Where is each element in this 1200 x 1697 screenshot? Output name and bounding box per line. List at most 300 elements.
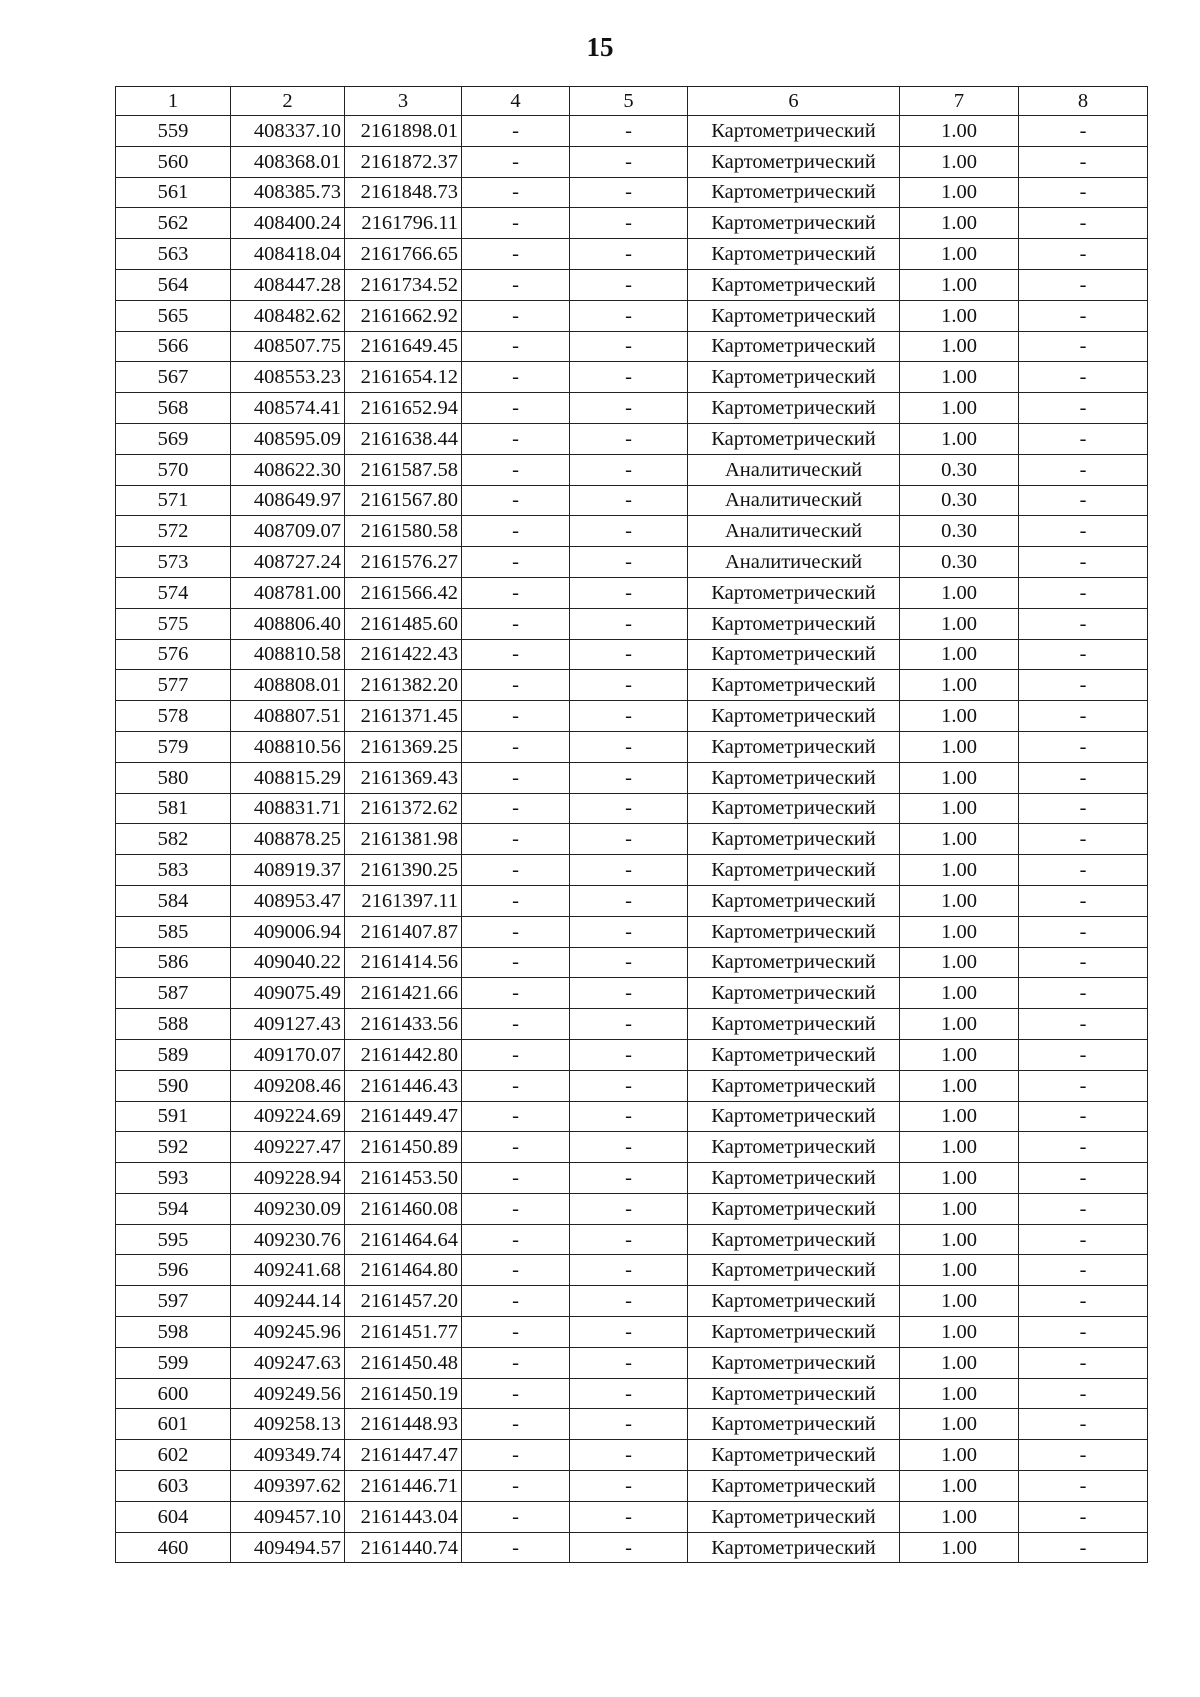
column-8-cell: - — [1019, 116, 1148, 147]
method-cell: Картометрический — [688, 1347, 900, 1378]
column-8-cell: - — [1019, 1163, 1148, 1194]
x-coordinate-cell: 408385.73 — [231, 177, 345, 208]
table-row — [116, 393, 1148, 424]
accuracy-cell: 0.30 — [900, 454, 1019, 485]
point-number-cell: 595 — [116, 1224, 231, 1255]
header-row — [116, 87, 1148, 116]
x-coordinate-cell: 409494.57 — [231, 1532, 345, 1563]
x-coordinate-cell: 408831.71 — [231, 793, 345, 824]
method-cell: Картометрический — [688, 608, 900, 639]
column-8-cell: - — [1019, 731, 1148, 762]
column-5-cell: - — [570, 701, 688, 732]
method-cell: Картометрический — [688, 916, 900, 947]
x-coordinate-cell: 408878.25 — [231, 824, 345, 855]
y-coordinate-cell: 2161457.20 — [345, 1286, 462, 1317]
column-8-cell: - — [1019, 208, 1148, 239]
column-8-cell: - — [1019, 516, 1148, 547]
method-cell: Картометрический — [688, 731, 900, 762]
column-8-cell: - — [1019, 1039, 1148, 1070]
method-cell: Картометрический — [688, 1193, 900, 1224]
accuracy-cell: 1.00 — [900, 978, 1019, 1009]
point-number-cell: 559 — [116, 116, 231, 147]
point-number-cell: 572 — [116, 516, 231, 547]
column-4-cell: - — [462, 670, 570, 701]
table-row — [116, 239, 1148, 270]
column-5-cell: - — [570, 1039, 688, 1070]
column-8-cell: - — [1019, 978, 1148, 1009]
table-body — [116, 116, 1148, 1563]
method-cell: Аналитический — [688, 516, 900, 547]
page-number: 15 — [586, 32, 614, 62]
accuracy-cell: 1.00 — [900, 608, 1019, 639]
accuracy-cell: 1.00 — [900, 1255, 1019, 1286]
column-4-cell: - — [462, 1347, 570, 1378]
column-4-cell: - — [462, 855, 570, 886]
point-number-cell: 565 — [116, 300, 231, 331]
table-row — [116, 362, 1148, 393]
y-coordinate-cell: 2161440.74 — [345, 1532, 462, 1563]
y-coordinate-cell: 2161654.12 — [345, 362, 462, 393]
column-8-cell: - — [1019, 1471, 1148, 1502]
y-coordinate-cell: 2161485.60 — [345, 608, 462, 639]
point-number-cell: 591 — [116, 1101, 231, 1132]
column-8-cell: - — [1019, 670, 1148, 701]
column-4-cell: - — [462, 1224, 570, 1255]
column-5-cell: - — [570, 1286, 688, 1317]
method-cell: Картометрический — [688, 177, 900, 208]
accuracy-cell: 1.00 — [900, 1532, 1019, 1563]
y-coordinate-cell: 2161414.56 — [345, 947, 462, 978]
column-4-cell: - — [462, 116, 570, 147]
method-cell: Картометрический — [688, 670, 900, 701]
y-coordinate-cell: 2161448.93 — [345, 1409, 462, 1440]
table-row — [116, 978, 1148, 1009]
method-cell: Картометрический — [688, 423, 900, 454]
y-coordinate-cell: 2161734.52 — [345, 269, 462, 300]
column-5-cell: - — [570, 1132, 688, 1163]
point-number-cell: 566 — [116, 331, 231, 362]
accuracy-cell: 1.00 — [900, 1009, 1019, 1040]
y-coordinate-cell: 2161766.65 — [345, 239, 462, 270]
y-coordinate-cell: 2161460.08 — [345, 1193, 462, 1224]
column-4-cell: - — [462, 608, 570, 639]
x-coordinate-cell: 409258.13 — [231, 1409, 345, 1440]
x-coordinate-cell: 409247.63 — [231, 1347, 345, 1378]
table-row — [116, 1440, 1148, 1471]
column-4-cell: - — [462, 362, 570, 393]
column-5-cell: - — [570, 885, 688, 916]
method-cell: Аналитический — [688, 485, 900, 516]
point-number-cell: 586 — [116, 947, 231, 978]
column-header-3: 3 — [345, 87, 462, 116]
method-cell: Картометрический — [688, 1009, 900, 1040]
y-coordinate-cell: 2161652.94 — [345, 393, 462, 424]
column-5-cell: - — [570, 1378, 688, 1409]
column-4-cell: - — [462, 1101, 570, 1132]
column-5-cell: - — [570, 1471, 688, 1502]
method-cell: Картометрический — [688, 885, 900, 916]
point-number-cell: 562 — [116, 208, 231, 239]
y-coordinate-cell: 2161446.71 — [345, 1471, 462, 1502]
point-number-cell: 604 — [116, 1501, 231, 1532]
column-4-cell: - — [462, 1409, 570, 1440]
method-cell: Картометрический — [688, 1532, 900, 1563]
column-5-cell: - — [570, 1255, 688, 1286]
y-coordinate-cell: 2161443.04 — [345, 1501, 462, 1532]
column-8-cell: - — [1019, 1009, 1148, 1040]
point-number-cell: 592 — [116, 1132, 231, 1163]
column-4-cell: - — [462, 1193, 570, 1224]
point-number-cell: 583 — [116, 855, 231, 886]
x-coordinate-cell: 408622.30 — [231, 454, 345, 485]
accuracy-cell: 0.30 — [900, 485, 1019, 516]
x-coordinate-cell: 409241.68 — [231, 1255, 345, 1286]
method-cell: Картометрический — [688, 300, 900, 331]
table-row — [116, 670, 1148, 701]
column-5-cell: - — [570, 947, 688, 978]
table-row — [116, 1193, 1148, 1224]
table-row — [116, 793, 1148, 824]
accuracy-cell: 1.00 — [900, 1286, 1019, 1317]
method-cell: Картометрический — [688, 577, 900, 608]
method-cell: Картометрический — [688, 1163, 900, 1194]
point-number-cell: 460 — [116, 1532, 231, 1563]
x-coordinate-cell: 408368.01 — [231, 146, 345, 177]
column-8-cell: - — [1019, 146, 1148, 177]
column-4-cell: - — [462, 516, 570, 547]
method-cell: Картометрический — [688, 978, 900, 1009]
y-coordinate-cell: 2161407.87 — [345, 916, 462, 947]
point-number-cell: 579 — [116, 731, 231, 762]
column-5-cell: - — [570, 670, 688, 701]
accuracy-cell: 1.00 — [900, 1039, 1019, 1070]
y-coordinate-cell: 2161587.58 — [345, 454, 462, 485]
column-8-cell: - — [1019, 1070, 1148, 1101]
y-coordinate-cell: 2161450.19 — [345, 1378, 462, 1409]
column-5-cell: - — [570, 1009, 688, 1040]
y-coordinate-cell: 2161464.80 — [345, 1255, 462, 1286]
point-number-cell: 573 — [116, 547, 231, 578]
table-row — [116, 916, 1148, 947]
column-4-cell: - — [462, 1132, 570, 1163]
column-4-cell: - — [462, 1070, 570, 1101]
column-8-cell: - — [1019, 547, 1148, 578]
column-5-cell: - — [570, 547, 688, 578]
accuracy-cell: 1.00 — [900, 701, 1019, 732]
table-row — [116, 1378, 1148, 1409]
y-coordinate-cell: 2161450.89 — [345, 1132, 462, 1163]
accuracy-cell: 1.00 — [900, 331, 1019, 362]
method-cell: Картометрический — [688, 146, 900, 177]
y-coordinate-cell: 2161369.25 — [345, 731, 462, 762]
x-coordinate-cell: 408709.07 — [231, 516, 345, 547]
point-number-cell: 587 — [116, 978, 231, 1009]
method-cell: Картометрический — [688, 762, 900, 793]
method-cell: Картометрический — [688, 1471, 900, 1502]
y-coordinate-cell: 2161464.64 — [345, 1224, 462, 1255]
y-coordinate-cell: 2161433.56 — [345, 1009, 462, 1040]
column-8-cell: - — [1019, 269, 1148, 300]
method-cell: Картометрический — [688, 793, 900, 824]
column-8-cell: - — [1019, 1378, 1148, 1409]
method-cell: Картометрический — [688, 208, 900, 239]
column-5-cell: - — [570, 824, 688, 855]
column-4-cell: - — [462, 1255, 570, 1286]
point-number-cell: 580 — [116, 762, 231, 793]
column-4-cell: - — [462, 239, 570, 270]
column-4-cell: - — [462, 485, 570, 516]
x-coordinate-cell: 408507.75 — [231, 331, 345, 362]
column-5-cell: - — [570, 269, 688, 300]
accuracy-cell: 1.00 — [900, 1193, 1019, 1224]
x-coordinate-cell: 409249.56 — [231, 1378, 345, 1409]
column-5-cell: - — [570, 239, 688, 270]
column-8-cell: - — [1019, 1532, 1148, 1563]
column-8-cell: - — [1019, 1347, 1148, 1378]
column-4-cell: - — [462, 393, 570, 424]
table-row — [116, 1101, 1148, 1132]
accuracy-cell: 1.00 — [900, 762, 1019, 793]
column-8-cell: - — [1019, 1193, 1148, 1224]
x-coordinate-cell: 408447.28 — [231, 269, 345, 300]
column-5-cell: - — [570, 608, 688, 639]
accuracy-cell: 1.00 — [900, 885, 1019, 916]
accuracy-cell: 1.00 — [900, 177, 1019, 208]
point-number-cell: 588 — [116, 1009, 231, 1040]
column-5-cell: - — [570, 1193, 688, 1224]
column-5-cell: - — [570, 731, 688, 762]
column-4-cell: - — [462, 177, 570, 208]
column-5-cell: - — [570, 793, 688, 824]
table-row — [116, 269, 1148, 300]
accuracy-cell: 1.00 — [900, 1163, 1019, 1194]
y-coordinate-cell: 2161453.50 — [345, 1163, 462, 1194]
x-coordinate-cell: 408337.10 — [231, 116, 345, 147]
column-8-cell: - — [1019, 1255, 1148, 1286]
point-number-cell: 590 — [116, 1070, 231, 1101]
accuracy-cell: 1.00 — [900, 423, 1019, 454]
column-header-6: 6 — [688, 87, 900, 116]
method-cell: Картометрический — [688, 947, 900, 978]
coordinates-table — [115, 86, 1148, 1563]
column-5-cell: - — [570, 1224, 688, 1255]
y-coordinate-cell: 2161566.42 — [345, 577, 462, 608]
y-coordinate-cell: 2161447.47 — [345, 1440, 462, 1471]
table-row — [116, 639, 1148, 670]
column-4-cell: - — [462, 423, 570, 454]
column-4-cell: - — [462, 916, 570, 947]
y-coordinate-cell: 2161446.43 — [345, 1070, 462, 1101]
column-5-cell: - — [570, 300, 688, 331]
accuracy-cell: 1.00 — [900, 1471, 1019, 1502]
accuracy-cell: 1.00 — [900, 916, 1019, 947]
column-8-cell: - — [1019, 239, 1148, 270]
accuracy-cell: 1.00 — [900, 855, 1019, 886]
column-8-cell: - — [1019, 577, 1148, 608]
x-coordinate-cell: 409040.22 — [231, 947, 345, 978]
table-row — [116, 1255, 1148, 1286]
table-row — [116, 1317, 1148, 1348]
table-row — [116, 116, 1148, 147]
point-number-cell: 564 — [116, 269, 231, 300]
method-cell: Картометрический — [688, 116, 900, 147]
column-8-cell: - — [1019, 824, 1148, 855]
table-row — [116, 1224, 1148, 1255]
y-coordinate-cell: 2161422.43 — [345, 639, 462, 670]
column-8-cell: - — [1019, 1286, 1148, 1317]
column-5-cell: - — [570, 423, 688, 454]
accuracy-cell: 1.00 — [900, 1224, 1019, 1255]
y-coordinate-cell: 2161449.47 — [345, 1101, 462, 1132]
point-number-cell: 569 — [116, 423, 231, 454]
x-coordinate-cell: 409230.76 — [231, 1224, 345, 1255]
table-row — [116, 146, 1148, 177]
method-cell: Картометрический — [688, 239, 900, 270]
x-coordinate-cell: 408808.01 — [231, 670, 345, 701]
column-8-cell: - — [1019, 762, 1148, 793]
column-5-cell: - — [570, 454, 688, 485]
table-row — [116, 516, 1148, 547]
x-coordinate-cell: 408727.24 — [231, 547, 345, 578]
y-coordinate-cell: 2161649.45 — [345, 331, 462, 362]
table-row — [116, 1070, 1148, 1101]
x-coordinate-cell: 408553.23 — [231, 362, 345, 393]
column-5-cell: - — [570, 116, 688, 147]
x-coordinate-cell: 408807.51 — [231, 701, 345, 732]
column-4-cell: - — [462, 1440, 570, 1471]
column-4-cell: - — [462, 146, 570, 177]
point-number-cell: 575 — [116, 608, 231, 639]
x-coordinate-cell: 408953.47 — [231, 885, 345, 916]
method-cell: Картометрический — [688, 1317, 900, 1348]
column-5-cell: - — [570, 177, 688, 208]
x-coordinate-cell: 408806.40 — [231, 608, 345, 639]
column-8-cell: - — [1019, 393, 1148, 424]
y-coordinate-cell: 2161451.77 — [345, 1317, 462, 1348]
x-coordinate-cell: 409245.96 — [231, 1317, 345, 1348]
accuracy-cell: 1.00 — [900, 793, 1019, 824]
column-4-cell: - — [462, 547, 570, 578]
table-row — [116, 331, 1148, 362]
point-number-cell: 568 — [116, 393, 231, 424]
method-cell: Аналитический — [688, 547, 900, 578]
point-number-cell: 600 — [116, 1378, 231, 1409]
y-coordinate-cell: 2161421.66 — [345, 978, 462, 1009]
table-row — [116, 485, 1148, 516]
y-coordinate-cell: 2161450.48 — [345, 1347, 462, 1378]
y-coordinate-cell: 2161872.37 — [345, 146, 462, 177]
method-cell: Картометрический — [688, 1039, 900, 1070]
point-number-cell: 585 — [116, 916, 231, 947]
x-coordinate-cell: 408574.41 — [231, 393, 345, 424]
y-coordinate-cell: 2161580.58 — [345, 516, 462, 547]
x-coordinate-cell: 409349.74 — [231, 1440, 345, 1471]
column-5-cell: - — [570, 1070, 688, 1101]
accuracy-cell: 1.00 — [900, 269, 1019, 300]
accuracy-cell: 1.00 — [900, 362, 1019, 393]
column-8-cell: - — [1019, 1132, 1148, 1163]
x-coordinate-cell: 409075.49 — [231, 978, 345, 1009]
y-coordinate-cell: 2161848.73 — [345, 177, 462, 208]
table-row — [116, 731, 1148, 762]
column-4-cell: - — [462, 1471, 570, 1502]
method-cell: Картометрический — [688, 701, 900, 732]
table-header — [116, 87, 1148, 116]
column-8-cell: - — [1019, 639, 1148, 670]
column-4-cell: - — [462, 731, 570, 762]
column-5-cell: - — [570, 331, 688, 362]
accuracy-cell: 1.00 — [900, 1070, 1019, 1101]
column-5-cell: - — [570, 485, 688, 516]
column-4-cell: - — [462, 885, 570, 916]
column-4-cell: - — [462, 824, 570, 855]
method-cell: Картометрический — [688, 1378, 900, 1409]
column-4-cell: - — [462, 577, 570, 608]
table-row — [116, 1286, 1148, 1317]
point-number-cell: 563 — [116, 239, 231, 270]
point-number-cell: 596 — [116, 1255, 231, 1286]
column-5-cell: - — [570, 1532, 688, 1563]
column-header-4: 4 — [462, 87, 570, 116]
method-cell: Картометрический — [688, 1255, 900, 1286]
table-row — [116, 300, 1148, 331]
column-8-cell: - — [1019, 1409, 1148, 1440]
column-4-cell: - — [462, 1286, 570, 1317]
y-coordinate-cell: 2161796.11 — [345, 208, 462, 239]
column-5-cell: - — [570, 1440, 688, 1471]
table-row — [116, 947, 1148, 978]
column-4-cell: - — [462, 701, 570, 732]
point-number-cell: 567 — [116, 362, 231, 393]
column-8-cell: - — [1019, 300, 1148, 331]
accuracy-cell: 1.00 — [900, 1440, 1019, 1471]
point-number-cell: 570 — [116, 454, 231, 485]
x-coordinate-cell: 409224.69 — [231, 1101, 345, 1132]
table-row — [116, 608, 1148, 639]
point-number-cell: 599 — [116, 1347, 231, 1378]
x-coordinate-cell: 408919.37 — [231, 855, 345, 886]
column-4-cell: - — [462, 978, 570, 1009]
column-8-cell: - — [1019, 423, 1148, 454]
y-coordinate-cell: 2161381.98 — [345, 824, 462, 855]
column-8-cell: - — [1019, 331, 1148, 362]
table-row — [116, 1039, 1148, 1070]
y-coordinate-cell: 2161369.43 — [345, 762, 462, 793]
method-cell: Картометрический — [688, 1224, 900, 1255]
method-cell: Картометрический — [688, 269, 900, 300]
column-8-cell: - — [1019, 1317, 1148, 1348]
accuracy-cell: 1.00 — [900, 116, 1019, 147]
x-coordinate-cell: 408595.09 — [231, 423, 345, 454]
x-coordinate-cell: 408482.62 — [231, 300, 345, 331]
x-coordinate-cell: 409397.62 — [231, 1471, 345, 1502]
x-coordinate-cell: 409457.10 — [231, 1501, 345, 1532]
y-coordinate-cell: 2161372.62 — [345, 793, 462, 824]
table-row — [116, 1347, 1148, 1378]
point-number-cell: 584 — [116, 885, 231, 916]
method-cell: Картометрический — [688, 824, 900, 855]
column-8-cell: - — [1019, 793, 1148, 824]
point-number-cell: 561 — [116, 177, 231, 208]
column-4-cell: - — [462, 762, 570, 793]
column-8-cell: - — [1019, 947, 1148, 978]
column-5-cell: - — [570, 1409, 688, 1440]
x-coordinate-cell: 408400.24 — [231, 208, 345, 239]
x-coordinate-cell: 409208.46 — [231, 1070, 345, 1101]
column-4-cell: - — [462, 1163, 570, 1194]
point-number-cell: 601 — [116, 1409, 231, 1440]
column-8-cell: - — [1019, 1224, 1148, 1255]
